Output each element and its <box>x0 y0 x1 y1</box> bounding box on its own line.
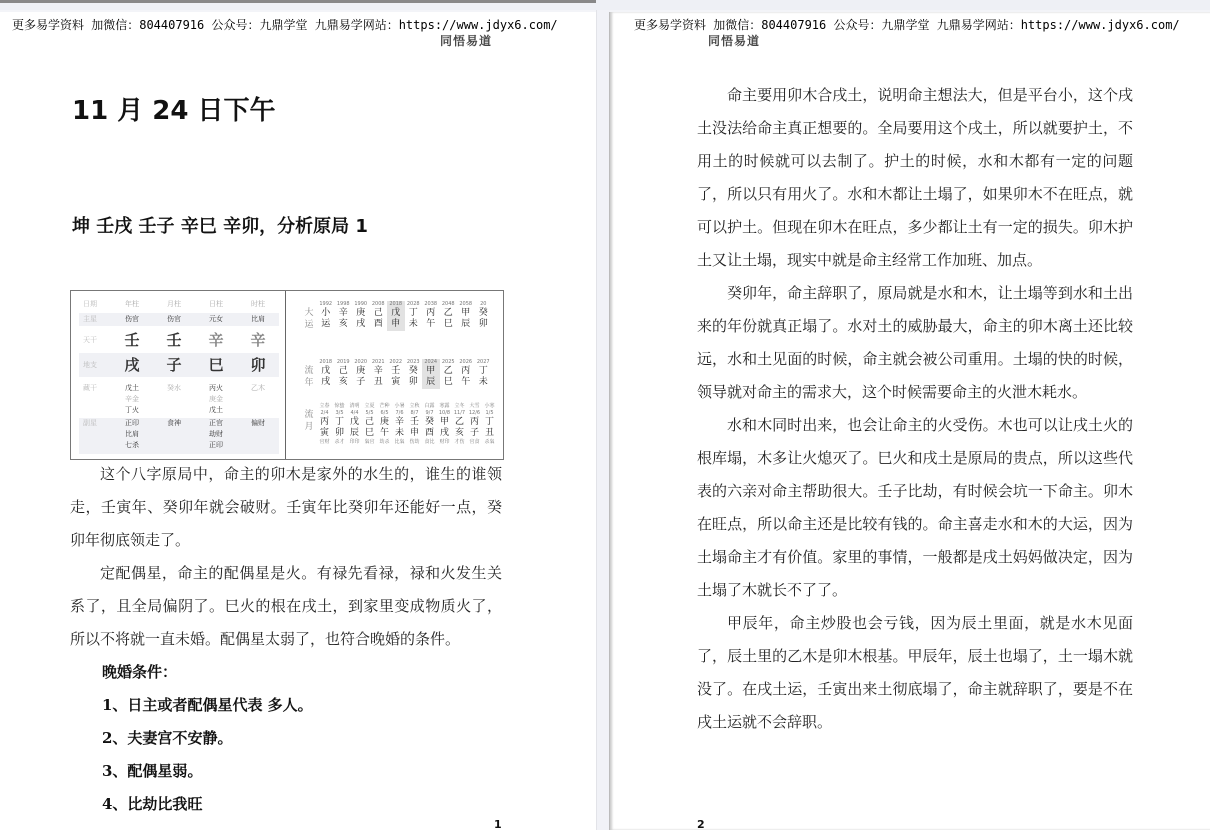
dayun-row: 大运 1992 小 运 1998 辛 亥 1990 庚 戌 2008 己 酉 2018 戊 申 2028 丁 未 2038 丙 午 2048 乙 巳 2058 甲 辰 20 癸 卯 <box>304 301 488 330</box>
luck-cycles-panel <box>287 291 503 459</box>
page-1 <box>0 12 596 830</box>
bazi-chart-image <box>70 290 504 460</box>
list-item: 1、日主或者配偶星代表 多人。 <box>102 696 313 714</box>
body-text <box>697 79 1133 739</box>
page-2 <box>609 12 1210 830</box>
paragraph: 癸卯年，命主辞职了，原局就是水和木，让土塌等到水和土出来的年份就真正塌了。水对土的威胁最大，命主的卯木离土还比较远，水和土见面的时候，命主就会被公司重用。土塌的快的时候，领导就对命主的需求大，这个时候需要命主的火泄木耗水。 <box>697 284 1133 401</box>
watermark-header: 更多易学资料 加微信：804407916 公众号：九鼎学堂 九鼎易学网站：https://www.jdyx6.com/ <box>12 18 558 32</box>
side-stars-row: 副星 正印 比肩 七杀 食神 正官 劫财 正印 偏财 <box>79 418 279 454</box>
document-subtitle: 同悟易道 <box>440 34 493 48</box>
viewer-top-bar <box>0 0 1210 10</box>
page-number: 1 <box>494 818 502 830</box>
section-heading: 坤 壬戌 壬子 辛巳 辛卯，分析原局 1 <box>72 216 368 237</box>
page-title: 11 月 24 日下午 <box>72 96 276 126</box>
paragraph: 命主要用卯木合戌土，说明命主想法大，但是平台小，这个戌土没法给命主真正想要的。全局要用这个戌土，所以就要护土，不用土的时候就可以去制了。护土的时候，水和木都有一定的问题了，所以只有用火了。水和木都让土塌了，如果卯木不在旺点，就可以护土。但现在卯木在旺点，多少都让土有一定的损失。卯木护土又让土塌，现实中就是命主经常工作加班、加点。 <box>697 86 1133 269</box>
list-item: 4、比劫比我旺 <box>102 795 203 813</box>
liuyue-row: 流月 立春 2/4 丙 寅 官财 惊蛰 3/5 丁 卯 杀才 清明 4/4 戊 辰 印印 立夏 5/5 己 巳 枭官 芒种 6/5 庚 午 劫杀 小暑 7/6 辛 未 比枭 立秋 8/7 壬 申 伤劫 白露 9/7 癸 酉 食比 寒露 10/8 甲 戌 财印 立冬 11/7 乙 亥 才伤 大雪 12/6 丙 子 官食 小寒 1/5 丁 丑 杀枭 <box>304 403 495 445</box>
main-star-row: 主星 伤官 伤官 元女 比肩 <box>79 313 279 326</box>
paragraph: 定配偶星，命主的配偶星是火。有禄先看禄，禄和火发生关系了，且全局偏阴了。巳火的根在戌土，到家里变成物质火了，所以不将就一直未婚。配偶星太弱了，也符合晚婚的条件。 <box>70 564 502 648</box>
page-number: 2 <box>697 818 705 830</box>
document-subtitle: 同悟易道 <box>708 34 761 48</box>
pillars-header-row: 日期 年柱 月柱 日柱 时柱 <box>83 300 265 308</box>
paragraph: 这个八字原局中，命主的卯木是家外的水生的，谁生的谁领走，壬寅年、癸卯年就会破财。壬寅年比癸卯年还能好一点，癸卯年彻底领走了。 <box>70 465 502 549</box>
liunian-row: 流年 2018 戊 戌 2019 己 亥 2020 庚 子 2021 辛 丑 2022 壬 寅 2023 癸 卯 2024 甲 辰 2025 乙 巳 2026 丙 午 2027 丁 未 <box>304 359 490 388</box>
list-title: 晚婚条件： <box>102 663 178 681</box>
list-item: 2、夫妻宫不安静。 <box>102 729 233 747</box>
hidden-stems-row: 藏干 戊土 辛金 丁火 癸水 丙火 庚金 戊土 乙木 <box>83 384 265 414</box>
pillars-table <box>71 291 286 459</box>
earthly-branches-row: 地支 戌 子 巳 卯 <box>79 353 279 377</box>
paragraph: 甲辰年，命主炒股也会亏钱，因为辰土里面，就是水木见面了，辰土里的乙木是卯木根基。甲辰年，辰土也塌了，土一塌木就没了。在戌土运，壬寅出来土彻底塌了，命主就辞职了，要是不在戌土运就不会辞职。 <box>697 614 1133 731</box>
scroll-indicator <box>0 0 596 3</box>
body-text <box>70 458 502 656</box>
watermark-header: 更多易学资料 加微信：804407916 公众号：九鼎学堂 九鼎易学网站：https://www.jdyx6.com/ <box>634 18 1180 32</box>
late-marriage-list <box>72 656 313 821</box>
list-item: 3、配偶星弱。 <box>102 762 203 780</box>
page-gutter <box>596 10 610 830</box>
heavenly-stems-row: 天干 壬 壬 辛 辛 <box>83 331 266 349</box>
paragraph: 水和木同时出来，也会让命主的火受伤。木也可以让戌土火的根库塌，木多让火熄灭了。巳火和戌土是原局的贵点，所以这些代表的六亲对命主帮助很大。壬子比劫，有时候会坑一下命主。卯木在旺点，所以命主还是比较有钱的。命主喜走水和木的大运，因为土塌命主才有价值。家里的事情，一般都是戌土妈妈做决定，因为土塌了木就长不了了。 <box>697 416 1133 599</box>
